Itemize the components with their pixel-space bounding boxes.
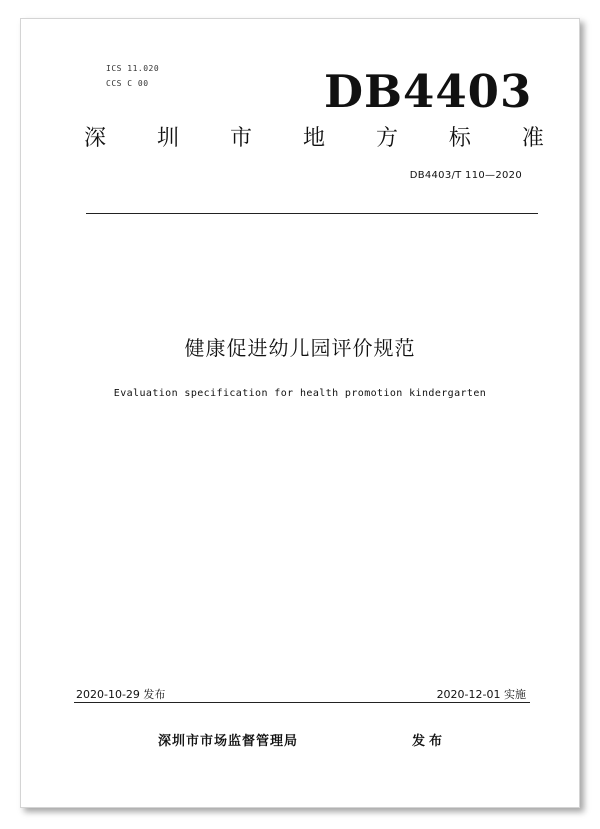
ccs-code: CCS C 00	[106, 79, 149, 88]
category-char: 方	[375, 126, 398, 151]
category-char: 深	[84, 126, 107, 151]
category-char: 标	[448, 126, 471, 151]
standard-number: DB4403/T 110—2020	[409, 170, 522, 181]
issue-date: 2020-10-29 发布	[76, 688, 166, 701]
implementation-date: 2020-12-01 实施	[436, 688, 526, 701]
document-title-chinese: 健康促进幼儿园评价规范	[184, 336, 416, 360]
publish-label: 发布	[412, 734, 447, 749]
standard-code: DB4403	[324, 65, 533, 118]
standard-category	[84, 124, 544, 154]
issuing-authority: 深圳市市场监督管理局	[158, 734, 299, 749]
footer-divider	[74, 702, 530, 703]
document-title-english: Evaluation specification for health promotion kindergarten	[113, 388, 487, 399]
category-char: 地	[302, 126, 325, 151]
header-divider	[86, 213, 538, 214]
category-char: 圳	[156, 126, 179, 151]
ics-code: ICS 11.020	[106, 64, 160, 73]
category-char: 准	[521, 126, 544, 151]
category-char: 市	[229, 126, 252, 151]
